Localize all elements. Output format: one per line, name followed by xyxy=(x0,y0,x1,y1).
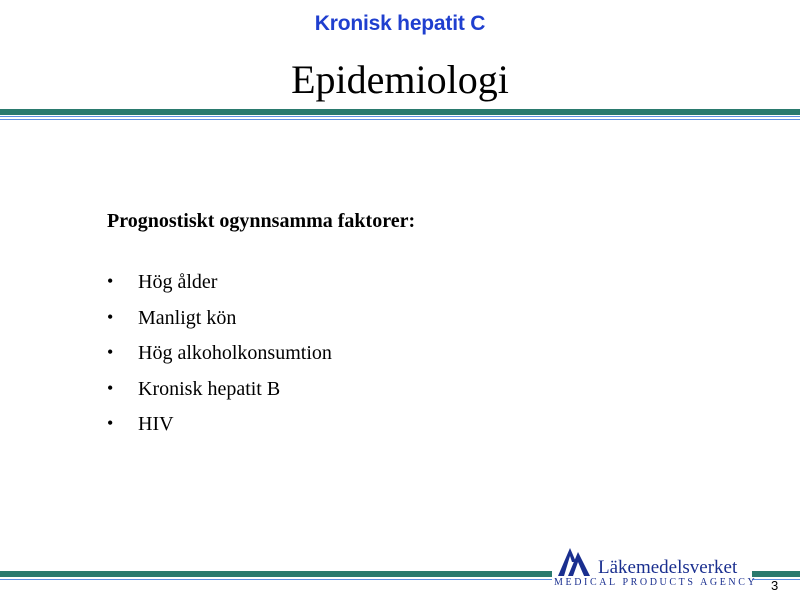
slide-title: Epidemiologi xyxy=(291,57,509,102)
top-rule-thick xyxy=(0,109,800,115)
slide-topic: Kronisk hepatit C xyxy=(314,12,486,35)
top-rule-thin xyxy=(0,119,800,120)
list-item-text: Hög ålder xyxy=(138,271,218,293)
bullet-icon: • xyxy=(107,342,114,362)
agency-logo xyxy=(552,540,758,594)
top-rule-thin xyxy=(0,116,800,117)
bullet-icon: • xyxy=(107,306,114,327)
list-item xyxy=(107,339,332,375)
bullet-list xyxy=(107,268,332,446)
bullet-icon: • xyxy=(107,377,114,398)
list-item xyxy=(107,304,332,340)
bullet-icon: • xyxy=(107,413,114,433)
list-item-text: Manligt kön xyxy=(138,306,237,329)
list-item xyxy=(107,268,332,304)
list-item-text: HIV xyxy=(138,413,174,435)
agency-name: Läkemedelsverket xyxy=(598,557,738,578)
list-item xyxy=(107,375,332,411)
bullet-icon: • xyxy=(107,271,114,291)
list-item-text: Hög alkoholkonsumtion xyxy=(138,342,332,364)
agency-logo-icon xyxy=(556,540,594,578)
agency-subtitle: MEDICAL PRODUCTS AGENCY xyxy=(554,577,758,588)
page-number: 3 xyxy=(771,578,779,593)
subheading: Prognostiskt ogynnsamma faktorer: xyxy=(107,210,416,232)
list-item xyxy=(107,410,332,446)
list-item-text: Kronisk hepatit B xyxy=(138,377,281,400)
